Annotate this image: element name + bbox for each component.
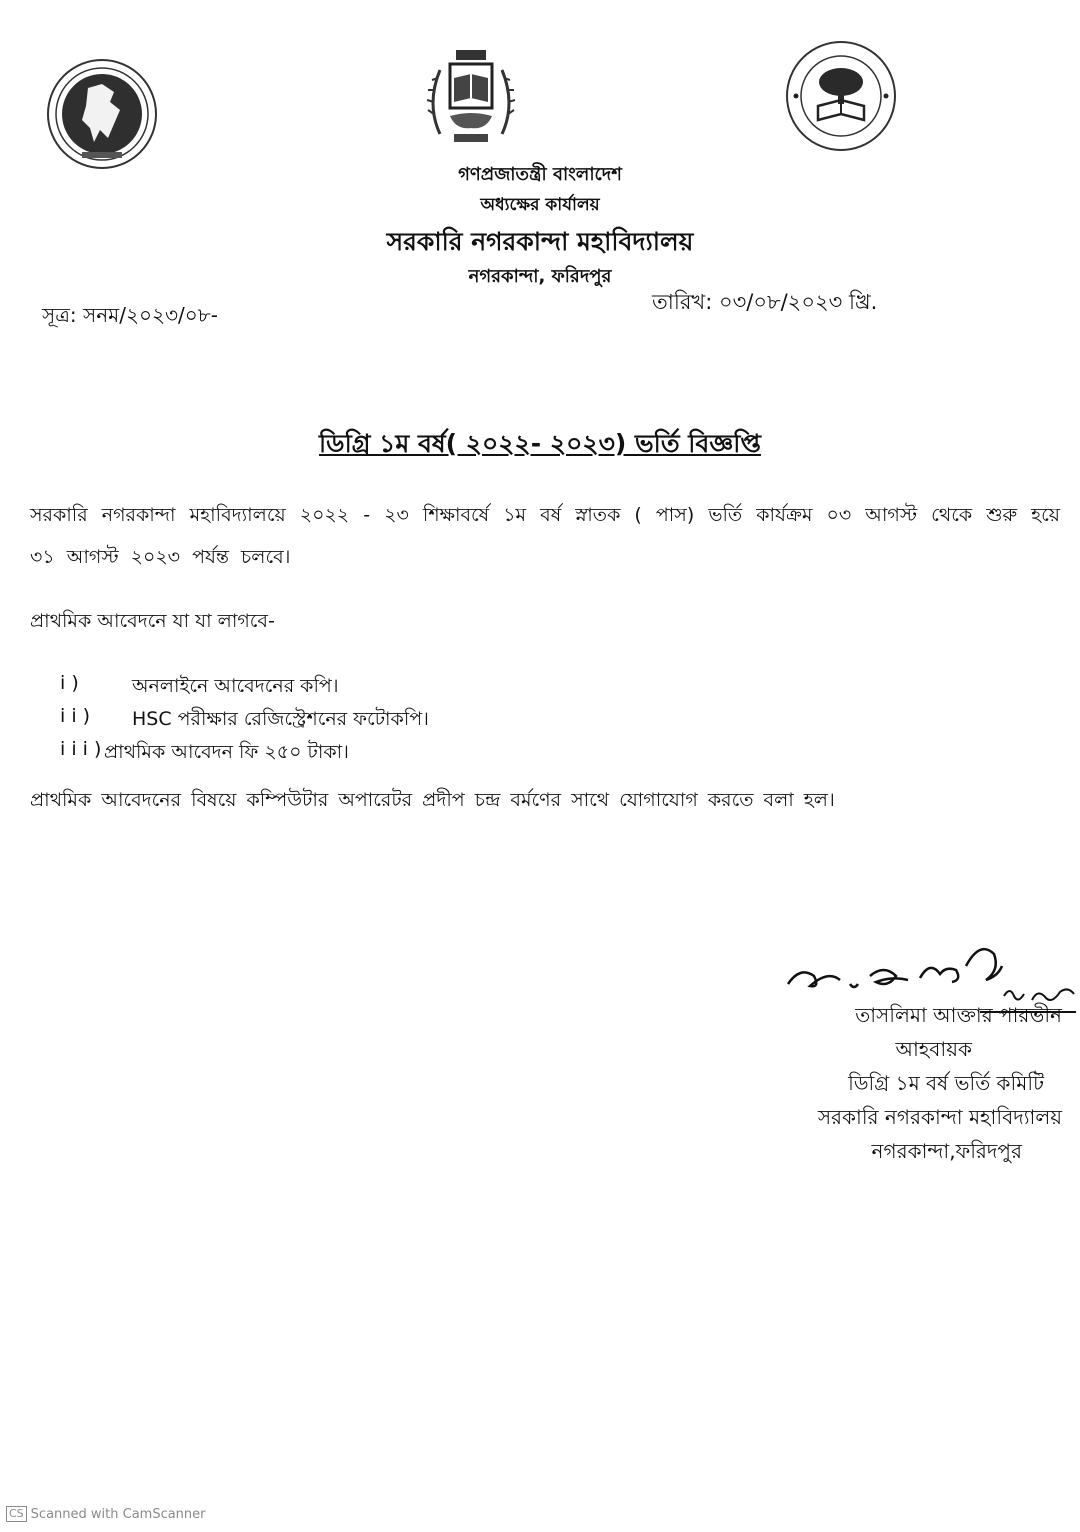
list-item [0, 738, 1080, 768]
list-item-text: প্রাথমিক আবেদন ফি ২৫০ টাকা। [104, 741, 349, 763]
notice-title: ডিগ্রি ১ম বর্ষ( ২০২২- ২০২৩) ভর্তি বিজ্ঞপ্তি [319, 429, 761, 458]
signature-block [732, 998, 1062, 1168]
list-item [0, 672, 1080, 702]
college-book-emblem-icon [420, 44, 522, 156]
admission-paragraph: সরকারি নগরকান্দা মহাবিদ্যালয়ে ২০২২ - ২৩ শিক্ষাবর্ষে ১ম বর্ষ স্নাতক ( পাস) ভর্তি কার্যক্রম ০৩ আগস্ট থেকে শুরু হয়ে ৩১ আগস্ট ২০২৩ পর্যন্ত চলবে। [30, 504, 1060, 568]
requirements-heading: প্রাথমিক আবেদনে যা যা লাগবে- [30, 610, 275, 632]
signatory-location: নগরকান্দা,ফরিদপুর [871, 1139, 1022, 1163]
scanner-watermark [6, 1506, 206, 1522]
notice-date: তারিখ: ০৩/০৮/২০২৩ খ্রি. [652, 290, 878, 314]
college-location: নগরকান্দা, ফরিদপুর [468, 266, 612, 287]
bangladesh-map-seal-icon [40, 58, 164, 170]
scanner-text: Scanned with CamScanner [30, 1506, 206, 1522]
list-item [0, 705, 1080, 735]
list-item-number: i i i ) [60, 738, 102, 760]
govt-header-line: গণপ্রজাতন্ত্রী বাংলাদেশ [458, 164, 622, 185]
signatory-committee: ডিগ্রি ১ম বর্ষ ভর্তি কমিটি [848, 1071, 1044, 1095]
signatory-name: তাসলিমা আক্তার পারভীন [855, 1003, 1062, 1027]
contact-note: প্রাথমিক আবেদনের বিষয়ে কম্পিউটার অপারেটর প্রদীপ চন্দ্র বর্মণের সাথে যোগাযোগ করতে বলা হল। [30, 789, 835, 811]
principal-office-line: অধ্যক্ষের কার্যালয় [480, 195, 600, 215]
reference-number: সূত্র: সনম/২০২৩/০৮- [42, 303, 218, 327]
list-item-number: i ) [60, 672, 79, 694]
college-name: সরকারি নগরকান্দা মহাবিদ্যালয় [386, 227, 694, 256]
camscanner-icon: CS [6, 1506, 27, 1522]
list-item-number: i i ) [60, 705, 91, 727]
signatory-college: সরকারি নগরকান্দা মহাবিদ্যালয় [817, 1105, 1062, 1129]
list-item-text: HSC পরীক্ষার রেজিস্ট্রেশনের ফটোকপি। [132, 708, 429, 730]
signatory-role: আহবায়ক [895, 1037, 972, 1061]
tree-book-seal-icon [782, 40, 900, 152]
list-item-text: অনলাইনে আবেদনের কপি। [132, 675, 339, 697]
